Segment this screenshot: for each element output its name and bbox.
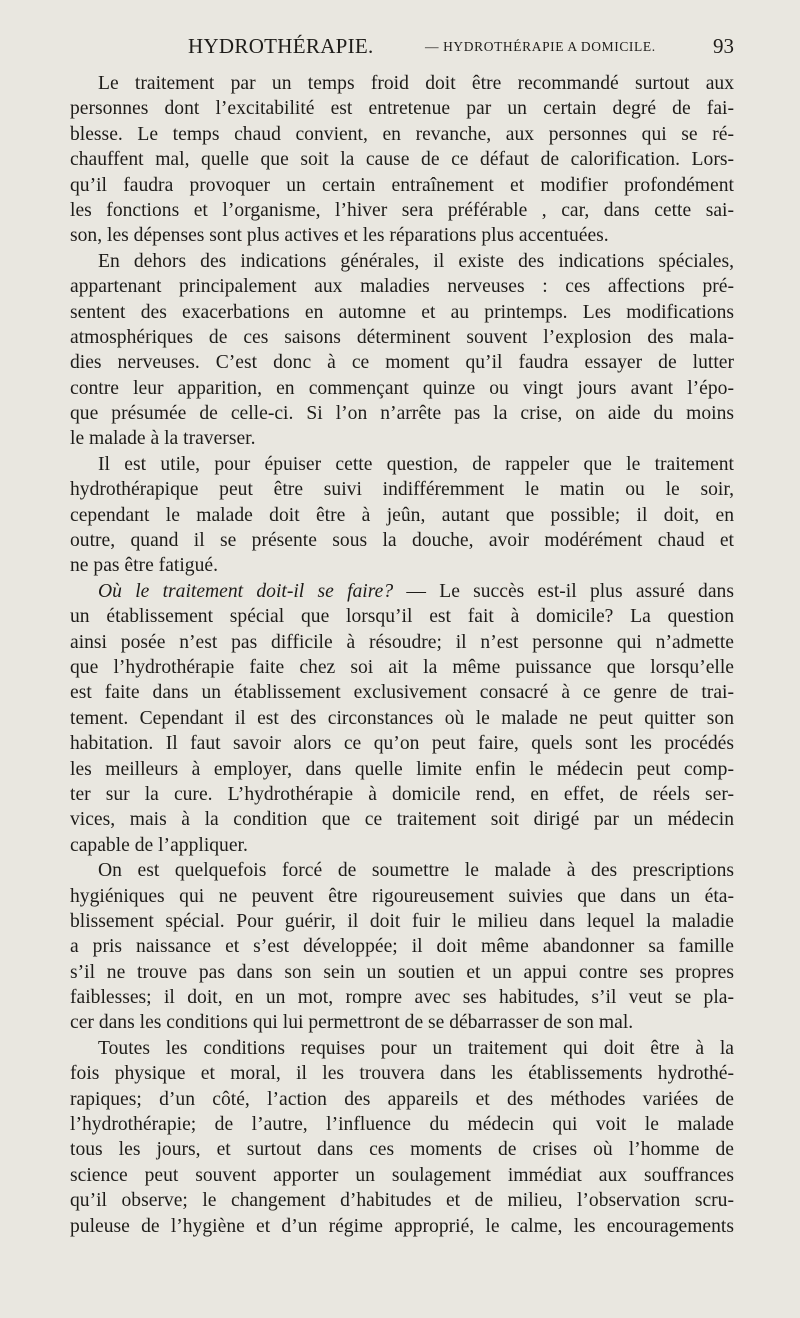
text-line: tement. Cependant il est des circonstances où le malade ne peut quitter son (70, 707, 734, 729)
text-line: Le traitement par un temps froid doit être recommandé surtout aux (98, 73, 734, 94)
text-line: blissement spécial. Pour guérir, il doit fuir le milieu dans lequel la maladie (70, 910, 734, 932)
text-line: rapiques; d’un côté, l’action des appareils et des méthodes variées de (70, 1088, 734, 1110)
section-question: Où le traitement doit-il se faire? (98, 580, 394, 602)
body-text (70, 71, 734, 1239)
text-line: ter sur la cure. L’hydrothérapie à domicile rend, en effet, de réels ser- (70, 783, 734, 805)
text-line: personnes dont l’excitabilité est entretenue par un certain degré de fai- (70, 98, 734, 120)
text-line: contre leur apparition, en commençant quinze ou vingt jours avant l’épo- (70, 377, 734, 399)
text-line: un établissement spécial que lorsqu’il est fait à domicile? La question (70, 606, 734, 628)
text-line: En dehors des indications générales, il existe des indications spéciales, (98, 250, 734, 272)
section-title: — HYDROTHÉRAPIE A DOMICILE. (425, 39, 656, 54)
text-line: On est quelquefois forcé de soumettre le malade à des prescriptions (98, 860, 734, 882)
text-line: a pris naissance et s’est développée; il doit même abandonner sa famille (70, 936, 734, 958)
text-line: atmosphériques de ces saisons déterminent souvent l’explosion des mala- (70, 326, 734, 348)
text-line: ainsi posée n’est pas difficile à résoudre; il n’est personne qui n’admette (70, 631, 734, 653)
text-line: cer dans les conditions qui lui permettront de se débarrasser de son mal. (70, 1012, 634, 1034)
text-line: cependant le malade doit être à jeûn, autant que possible; il doit, en (70, 504, 734, 526)
text-line: l’hydrothérapie; de l’autre, l’influence du médecin qui voit le malade (70, 1114, 734, 1136)
text-line: capable de l’appliquer. (70, 834, 248, 856)
text-line: le malade à la traverser. (70, 428, 256, 450)
text-line: les meilleurs à employer, dans quelle limite enfin le médecin peut comp- (70, 758, 734, 780)
text-line: blesse. Le temps chaud convient, en revanche, aux personnes qui se ré- (70, 123, 734, 145)
text-line: qu’il observe; le changement d’habitudes et de milieu, l’observation scru- (70, 1190, 734, 1212)
text-line: s’il ne trouve pas dans son sein un soutien et un appui contre ses propres (70, 961, 734, 983)
text-line: Toutes les conditions requises pour un traitement qui doit être à la (98, 1037, 734, 1059)
section-question-line (70, 579, 734, 604)
text-line: hydrothérapique peut être suivi indifféremment le matin ou le soir, (70, 479, 734, 501)
text-line: puleuse de l’hygiène et d’un régime approprié, le calme, les encouragements (70, 1215, 734, 1237)
text-line: hygiéniques qui ne peuvent être rigoureusement suivies que dans un éta- (70, 885, 734, 907)
text-line: sentent des exacerbations en automne et au printemps. Les modifications (70, 301, 734, 323)
text-line: que présumée de celle-ci. Si l’on n’arrête pas la crise, on aide du moins (70, 403, 734, 425)
text-line: dies nerveuses. C’est donc à ce moment qu’il faudra essayer de lutter (70, 352, 734, 374)
text-line: son, les dépenses sont plus actives et les réparations plus accentuées. (70, 225, 609, 247)
text-line: fois physique et moral, il les trouvera dans les établissements hydrothé- (70, 1063, 734, 1085)
page-number: 93 (713, 34, 734, 58)
text-line: est faite dans un établissement exclusivement consacré à ce genre de trai- (70, 682, 734, 704)
text-line: habitation. Il faut savoir alors ce qu’on peut faire, quels sont les procédés (70, 733, 734, 755)
running-title: HYDROTHÉRAPIE. (188, 34, 374, 58)
text-line: appartenant principalement aux maladies nerveuses : ces affections pré- (70, 276, 734, 298)
text-line: qu’il faudra provoquer un certain entraînement et modifier profondément (70, 174, 734, 196)
text-line: que l’hydrothérapie faite chez soi ait la même puissance que lorsqu’elle (70, 656, 734, 678)
text-fragment: — Le succès est-il plus assuré dans (406, 580, 734, 602)
text-line: outre, quand il se présente sous la douche, avoir modérément chaud et (70, 530, 734, 552)
text-line: chauffent mal, quelle que soit la cause de ce défaut de calorification. Lors- (70, 149, 734, 171)
text-line: science peut souvent apporter un soulagement immédiat aux souffrances (70, 1164, 734, 1186)
text-line: Il est utile, pour épuiser cette question, de rappeler que le traitement (98, 453, 734, 475)
running-header (70, 34, 734, 64)
text-line: les fonctions et l’organisme, l’hiver sera préférable , car, dans cette sai- (70, 199, 734, 221)
text-line: ne pas être fatigué. (70, 555, 218, 577)
text-line: vices, mais à la condition que ce traitement soit dirigé par un médecin (70, 809, 734, 831)
text-line: tous les jours, et surtout dans ces moments de crises où l’homme de (70, 1139, 734, 1161)
text-line: faiblesses; il doit, en un mot, rompre avec ses habitudes, s’il veut se pla- (70, 987, 734, 1009)
